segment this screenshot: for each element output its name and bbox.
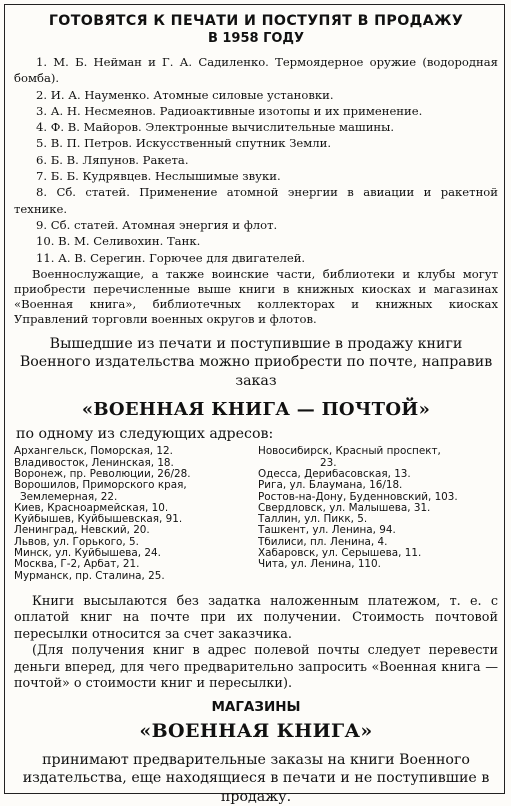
address-entry: Куйбышев, Куйбышевская, 91.	[14, 514, 183, 526]
address-entry: Чита, ул. Ленина, 110.	[258, 559, 381, 571]
address-entry: Таллин, ул. Пикк, 5.	[258, 514, 368, 526]
address-entry: Минск, ул. Куйбышева, 24.	[14, 548, 161, 560]
forthcoming-books-list	[14, 54, 498, 266]
address-column-left	[14, 446, 252, 582]
book-item: 9. Сб. статей. Атомная энергия и флот.	[36, 217, 278, 232]
address-entry: Землемерная, 22.	[20, 491, 118, 503]
mail-order-lead: Вышедшие из печати и поступившие в продажу книги Военного издательства можно приобрести по почте, направив заказ	[19, 335, 493, 389]
address-entry: Ростов-на-Дону, Буденновский, 103.	[258, 491, 458, 503]
address-column-right	[258, 446, 504, 582]
address-entry: Архангельск, Поморская, 12.	[14, 446, 173, 458]
address-entry: Новосибирск, Красный проспект,	[258, 446, 441, 458]
address-entry: Ташкент, ул. Ленина, 94.	[258, 525, 396, 537]
announcement-year: В 1958 ГОДУ	[207, 31, 305, 46]
book-item: 1. М. Б. Нейман и Г. А. Садиленко. Термоядерное оружие (водородная бомба).	[14, 55, 498, 86]
address-entry: Одесса, Дерибасовская, 13.	[258, 468, 411, 480]
purchase-notice: Военнослужащие, а также воинские части, библиотеки и клубы могут приобрести перечисленные выше книги в книжных киосках и магазинах «Военная книга», библиотечных коллекторах и книжных киосках Управлений торговли военных округов и флотов.	[14, 266, 498, 326]
address-intro: по одному из следующих адресов:	[16, 426, 274, 443]
address-entry: Ворошилов, Приморского края,	[14, 480, 187, 492]
address-entry: Тбилиси, пл. Ленина, 4.	[258, 536, 388, 548]
shops-brand-title: «ВОЕННАЯ КНИГА»	[139, 719, 373, 742]
announcement-title: ГОТОВЯТСЯ К ПЕЧАТИ И ПОСТУПЯТ В ПРОДАЖУ	[48, 13, 464, 29]
address-entry: Рига, ул. Блаумана, 16/18.	[258, 480, 403, 492]
address-entry: Москва, Г-2, Арбат, 21.	[14, 559, 140, 571]
address-list	[14, 446, 498, 582]
book-item: 11. А. В. Серегин. Горючее для двигателей.	[36, 250, 306, 265]
book-item: 8. Сб. статей. Применение атомной энергии в авиации и ракетной технике.	[14, 185, 498, 216]
address-entry: 23.	[320, 457, 337, 469]
book-item: 2. И. А. Науменко. Атомные силовые установки.	[36, 87, 334, 102]
book-item: 7. Б. Б. Кудрявцев. Неслышимые звуки.	[36, 169, 281, 184]
address-entry: Мурманск, пр. Сталина, 25.	[14, 570, 165, 582]
mail-order-heading: «ВОЕННАЯ КНИГА — ПОЧТОЙ»	[81, 399, 431, 421]
book-item: 6. Б. В. Ляпунов. Ракета.	[36, 152, 189, 167]
payment-terms: Книги высылаются без задатка наложенным платежом, т. е. с оплатой книг на почте при их получении. Стоимость почтовой пересылки относится за счет заказчика.	[14, 593, 498, 642]
announcement-page	[14, 12, 498, 806]
address-entry: Владивосток, Ленинская, 18.	[14, 457, 174, 469]
address-entry: Киев, Красноармейская, 10.	[14, 502, 169, 514]
address-entry: Ленинград, Невский, 20.	[14, 525, 150, 537]
address-entry: Свердловск, ул. Малышева, 31.	[258, 502, 431, 514]
address-entry: Львов, ул. Горького, 5.	[14, 536, 139, 548]
book-item: 4. Ф. В. Майоров. Электронные вычислительные машины.	[36, 120, 395, 135]
book-item: 5. В. П. Петров. Искусственный спутник Земли.	[36, 136, 332, 151]
address-entry: Хабаровск, ул. Серышева, 11.	[258, 548, 422, 560]
preorder-notice: принимают предварительные заказы на книги Военного издательства, еще находящиеся в печати и не поступившие в продажу.	[22, 751, 490, 805]
address-entry: Воронеж, пр. Революции, 26/28.	[14, 468, 191, 480]
field-post-note: (Для получения книг в адрес полевой почты следует перевести деньги вперед, для чего предварительно запросить «Военная книга — почтой» о стоимости книг и пересылки).	[14, 643, 498, 692]
book-item: 10. В. М. Селивохин. Танк.	[36, 234, 201, 249]
shops-heading: МАГАЗИНЫ	[211, 698, 301, 715]
book-item: 3. А. Н. Несмеянов. Радиоактивные изотопы и их применение.	[36, 103, 423, 118]
